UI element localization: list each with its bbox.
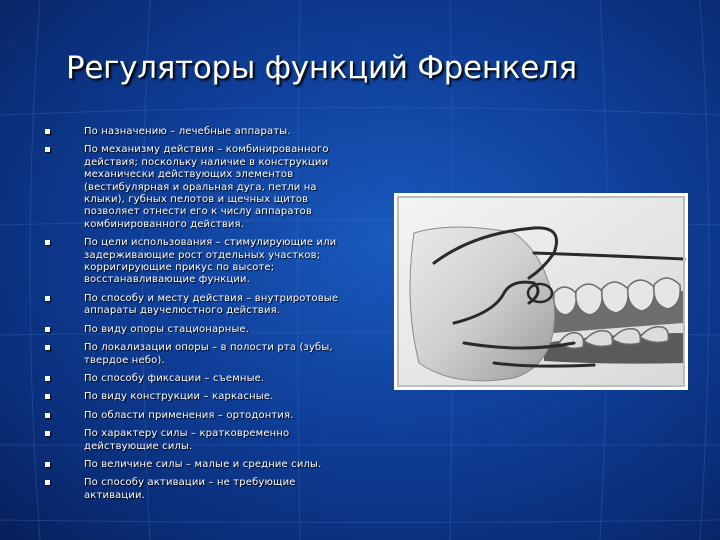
bullet-list (44, 126, 352, 508)
bullet-icon (45, 431, 50, 436)
bullet-icon (45, 394, 50, 399)
list-item (44, 293, 352, 318)
bullet-icon (45, 462, 50, 467)
bullet-text: По виду опоры стационарные. (84, 323, 250, 335)
list-item (44, 373, 352, 385)
bullet-text: По локализации опоры – в полости рта (зубы, твердое небо). (84, 342, 333, 366)
bullet-text: По способу активации – не требующие активации. (84, 477, 296, 501)
bullet-icon (45, 129, 50, 134)
bullet-text: По способу фиксации – съемные. (84, 372, 265, 384)
bullet-text: По способу и месту действия – внутриротовые аппараты двучелюстного действия. (84, 292, 339, 317)
bullet-text: По характеру силы – кратковременно действующие силы. (84, 428, 290, 452)
list-item (44, 126, 352, 138)
bullet-text: По величине силы – малые и средние силы. (84, 458, 322, 470)
list-item (44, 410, 352, 422)
bullet-text: По области применения – ортодонтия. (84, 409, 294, 421)
bullet-icon (45, 240, 50, 245)
list-item (44, 324, 352, 336)
bullet-text: По назначению – лечебные аппараты. (84, 126, 291, 137)
list-item (44, 144, 352, 231)
bullet-icon (45, 147, 50, 152)
bullet-text: По цели использования – стимулирующие или задерживающие рост отдельных участков; корригирующие прикус по высоте; восстанавливающие функции. (84, 237, 337, 286)
bullet-text: По виду конструкции – каркасные. (84, 391, 274, 403)
list-item (44, 237, 352, 287)
slide-title: Регуляторы функций Френкеля (66, 50, 577, 86)
bullet-icon (45, 480, 50, 485)
list-item (44, 477, 352, 502)
bullet-icon (45, 296, 50, 301)
list-item (44, 459, 352, 471)
appliance-photo (394, 193, 688, 390)
bullet-icon (45, 376, 50, 381)
bullet-text: По механизму действия – комбинированного действия; поскольку наличие в конструкции механически действующих элементов (вестибулярная и оральная дуга, петли на клыки), губных пелотов и щечных щитов позволяет отнести его к числу аппаратов комбинированного действия. (84, 144, 329, 230)
list-item (44, 391, 352, 403)
bullet-icon (45, 327, 50, 332)
bullet-icon (45, 345, 50, 350)
list-item (44, 428, 352, 453)
orthodontic-appliance-image (394, 193, 688, 390)
list-item (44, 342, 352, 367)
bullet-icon (45, 413, 50, 418)
